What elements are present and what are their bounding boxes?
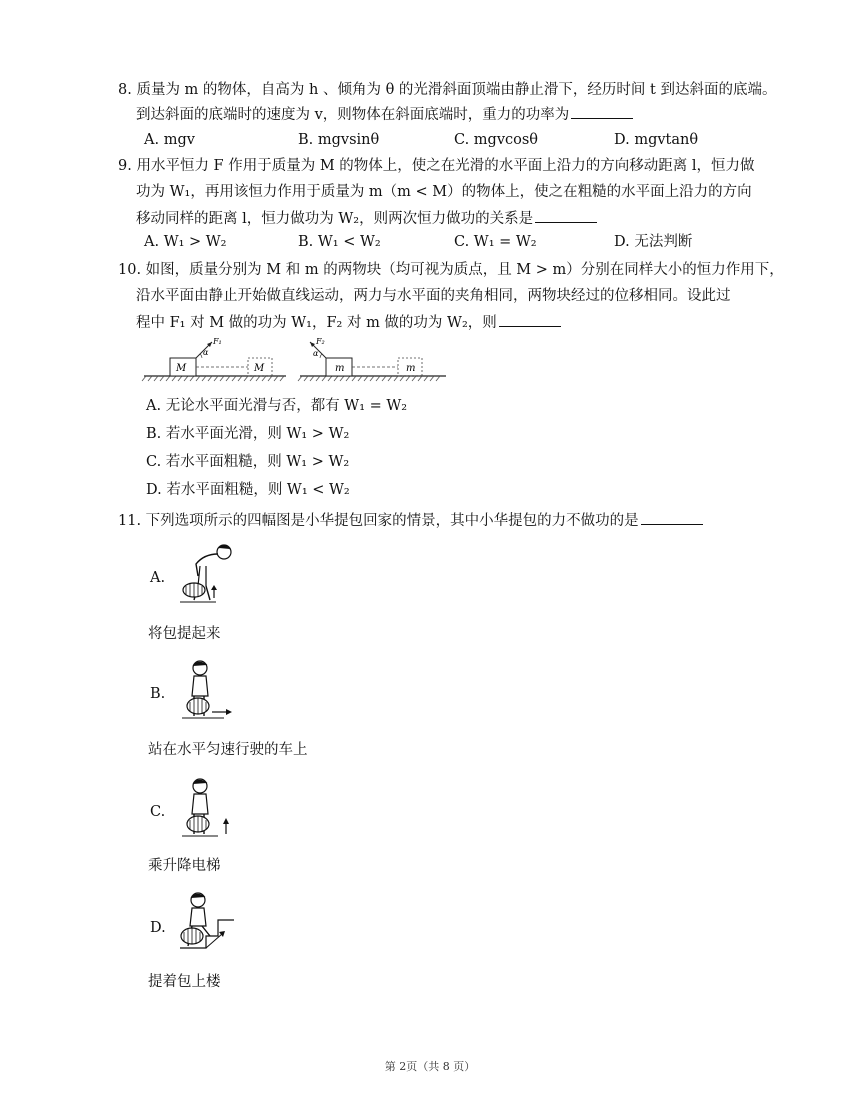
q10-line-2: 沿水平面由静止开始做直线运动，两力与水平面的夹角相同，两物块经过的位移相同。设此过	[136, 288, 731, 304]
q8-option-d: D. mgvtanθ	[614, 132, 699, 148]
figure-lifting-bag	[176, 542, 236, 606]
q10-option-b: B. 若水平面光滑，则 W₁ > W₂	[146, 426, 350, 442]
f2-label: F₂	[316, 337, 325, 346]
page-footer: 第 2页（共 8 页）	[384, 1060, 476, 1073]
q9-line-2: 功为 W₁，再用该恒力作用于质量为 m（m < M）的物体上，使之在粗糙的水平面上沿力的方向	[136, 184, 752, 200]
q11-line-1: 11. 下列选项所示的四幅图是小华提包回家的情景，其中小华提包的力不做功的是	[118, 510, 703, 531]
ground-hatch	[142, 376, 284, 381]
answer-blank[interactable]	[641, 510, 703, 525]
figure-climbing-stairs	[176, 890, 240, 956]
q9-option-d: D. 无法判断	[614, 234, 693, 250]
q8-option-b: B. mgvsinθ	[298, 132, 380, 148]
q9-option-a: A. W₁ > W₂	[144, 234, 227, 250]
block-big-label: M	[176, 363, 187, 374]
q11-option-d-letter: D.	[150, 920, 166, 936]
f1-label: F₁	[213, 337, 222, 346]
q10-option-a: A. 无论水平面光滑与否，都有 W₁ = W₂	[146, 398, 408, 414]
q10-option-d: D. 若水平面粗糙，则 W₁ < W₂	[146, 482, 350, 498]
answer-blank[interactable]	[571, 104, 633, 119]
figure-in-elevator	[178, 774, 238, 844]
q10-line-3: 程中 F₁ 对 M 做的功为 W₁，F₂ 对 m 做的功为 W₂，则	[136, 312, 561, 333]
q10-option-c: C. 若水平面粗糙，则 W₁ > W₂	[146, 454, 350, 470]
block-small-end-label: m	[406, 363, 416, 374]
q11-option-b-letter: B.	[150, 686, 166, 702]
q9-option-b: B. W₁ < W₂	[298, 234, 381, 250]
answer-blank[interactable]	[535, 208, 597, 223]
angle-arc	[320, 354, 322, 358]
q8-option-c: C. mgvcosθ	[454, 132, 539, 148]
alpha-label: α	[313, 349, 319, 358]
angle-arc	[200, 354, 202, 358]
q11-option-b-caption: 站在水平匀速行驶的车上	[148, 742, 308, 758]
q9-line-3: 移动同样的距离 l，恒力做功为 W₂，则两次恒力做功的关系是	[136, 208, 597, 229]
q11-option-d-caption: 提着包上楼	[148, 974, 221, 990]
q11-option-c-letter: C.	[150, 804, 166, 820]
q9-option-c: C. W₁ = W₂	[454, 234, 537, 250]
q11-option-a-letter: A.	[150, 570, 166, 586]
q9-line-1: 9. 用水平恒力 F 作用于质量为 M 的物体上，使之在光滑的水平面上沿力的方向移动距离 l，恒力做	[118, 158, 755, 174]
figure-standing-on-car	[178, 656, 238, 726]
block-small-label: m	[335, 363, 345, 374]
q10-line-1: 10. 如图，质量分别为 M 和 m 的两物块（均可视为质点，且 M > m）分别在同样大小的恒力作用下，	[118, 262, 784, 278]
ground-hatch	[298, 376, 440, 381]
block-big-end-label: M	[254, 363, 265, 374]
q8-line-1: 8. 质量为 m 的物体，自高为 h 、倾角为 θ 的光滑斜面顶端由静止滑下，经历时间 t 到达斜面的底端。	[118, 82, 777, 98]
q8-option-a: A. mgv	[144, 132, 195, 148]
q8-line-2: 到达斜面的底端时的速度为 v，则物体在斜面底端时，重力的功率为	[136, 104, 633, 125]
answer-blank[interactable]	[499, 312, 561, 327]
alpha-label: α	[203, 348, 209, 357]
q10-figure	[140, 336, 460, 388]
q11-option-c-caption: 乘升降电梯	[148, 858, 221, 874]
q11-option-a-caption: 将包提起来	[148, 626, 221, 642]
